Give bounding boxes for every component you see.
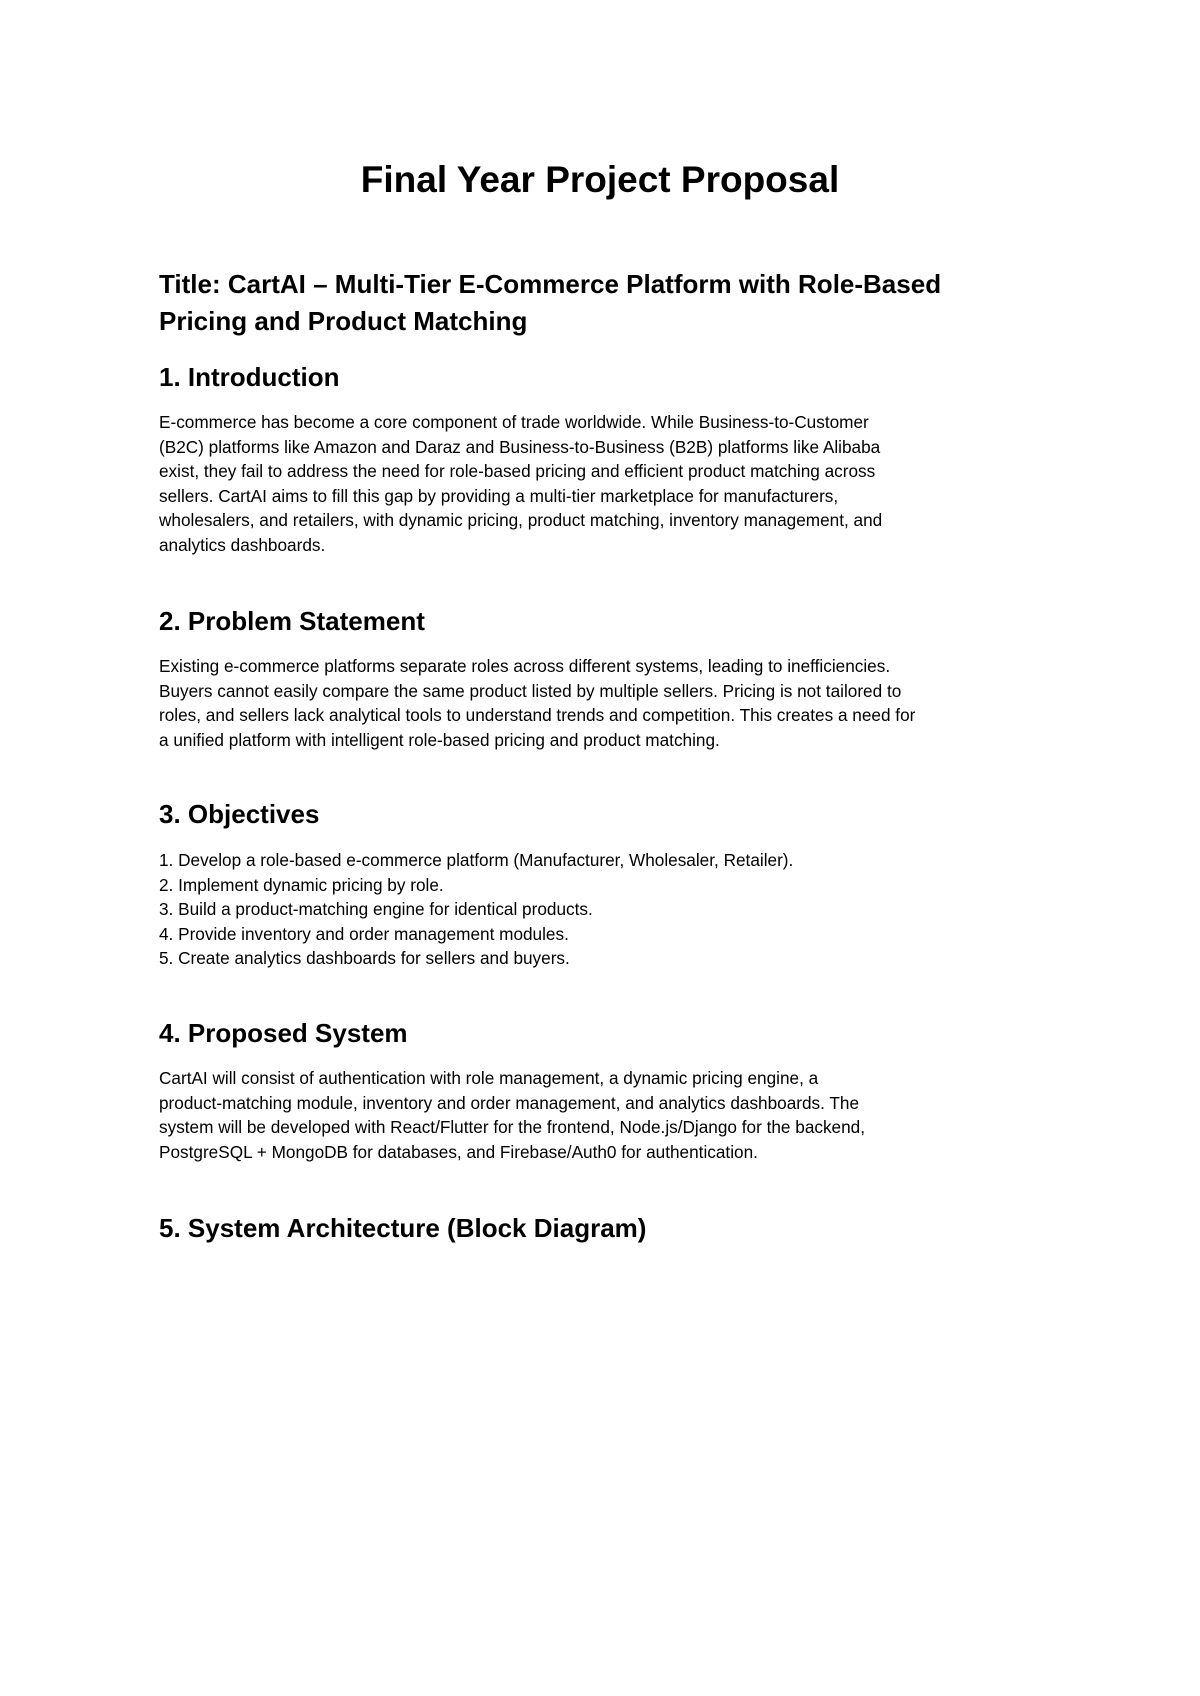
objectives-heading: 3. Objectives	[159, 799, 320, 829]
proposed-system-paragraph	[159, 1066, 1059, 1164]
paragraph-line: Buyers cannot easily compare the same product listed by multiple sellers. Pricing is not tailored to	[159, 680, 902, 701]
paragraph-line: product-matching module, inventory and order management, and analytics dashboards. The	[159, 1092, 860, 1113]
paragraph-line: system will be developed with React/Flutter for the frontend, Node.js/Django for the backend,	[159, 1117, 866, 1138]
paragraph-line: E-commerce has become a core component of trade worldwide. While Business-to-Customer	[159, 412, 869, 432]
introduction-paragraph	[159, 410, 1059, 558]
project-title-line: Pricing and Product Matching	[159, 306, 528, 336]
objective-item: 4. Provide inventory and order management modules.	[159, 923, 569, 944]
proposed-system-heading: 4. Proposed System	[159, 1018, 408, 1048]
paragraph-line: analytics dashboards.	[159, 534, 326, 555]
objective-item: 5. Create analytics dashboards for sellers and buyers.	[159, 948, 570, 969]
paragraph-line: Existing e-commerce platforms separate roles across different systems, leading to inefficiencies.	[159, 656, 891, 676]
introduction-heading: 1. Introduction	[159, 362, 340, 392]
paragraph-line: (B2C) platforms like Amazon and Daraz and Business-to-Business (B2B) platforms like Alibaba	[159, 436, 881, 457]
document-title: Final Year Project Proposal	[360, 159, 840, 200]
paragraph-line: exist, they fail to address the need for role-based pricing and efficient product matching across	[159, 461, 876, 482]
problem-statement-paragraph	[159, 654, 1059, 752]
objective-item: 1. Develop a role-based e-commerce platform (Manufacturer, Wholesaler, Retailer).	[159, 850, 794, 870]
problem-statement-heading: 2. Problem Statement	[159, 606, 425, 636]
paragraph-line: a unified platform with intelligent role-based pricing and product matching.	[159, 729, 720, 750]
paragraph-line: CartAI will consist of authentication with role management, a dynamic pricing engine, a	[159, 1068, 819, 1088]
paragraph-line: wholesalers, and retailers, with dynamic pricing, product matching, inventory management, and	[159, 510, 883, 531]
project-title	[159, 266, 1059, 340]
system-architecture-heading: 5. System Architecture (Block Diagram)	[159, 1213, 647, 1243]
objectives-list	[159, 848, 1059, 971]
objective-item: 2. Implement dynamic pricing by role.	[159, 874, 444, 895]
paragraph-line: roles, and sellers lack analytical tools to understand trends and competition. This creates a need for	[159, 705, 916, 726]
objective-item: 3. Build a product-matching engine for identical products.	[159, 899, 593, 920]
paragraph-line: PostgreSQL + MongoDB for databases, and Firebase/Auth0 for authentication.	[159, 1141, 758, 1162]
paragraph-line: sellers. CartAI aims to fill this gap by providing a multi-tier marketplace for manufacturers,	[159, 485, 839, 506]
project-title-line: Title: CartAI – Multi-Tier E-Commerce Platform with Role-Based	[159, 269, 942, 299]
